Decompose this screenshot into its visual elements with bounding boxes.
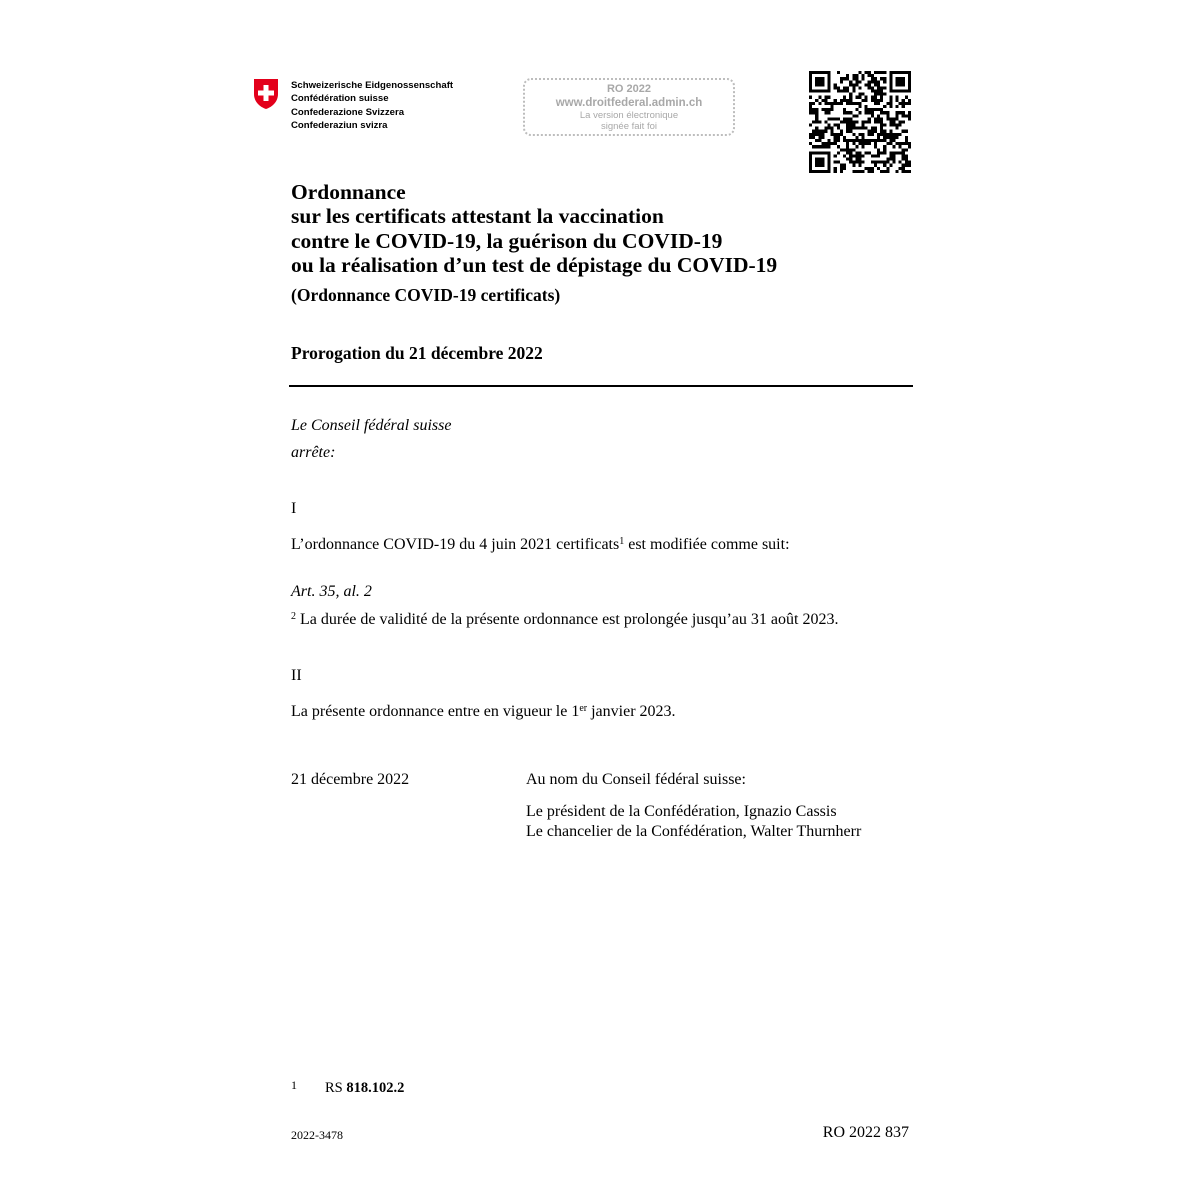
- signature-date: 21 décembre 2022: [291, 771, 410, 788]
- president-signature: Le président de la Confédération, Ignazio Cassis: [526, 803, 837, 820]
- short-title: (Ordonnance COVID-19 certificats): [291, 285, 561, 305]
- stamp-ro: RO 2022: [606, 83, 652, 95]
- entry-into-force: [291, 702, 676, 721]
- preamble-decree: arrête:: [291, 444, 336, 461]
- amendment-sentence: [291, 535, 790, 554]
- footnote-ref-1[interactable]: 1: [619, 536, 625, 547]
- paragraph-text: La durée de validité de la présente ordonnance est prolongée jusqu’au 31 août 2023.: [296, 611, 839, 628]
- footnote-text: [325, 1080, 404, 1097]
- org-name-de: Schweizerische Eidgenossenschaft: [291, 80, 454, 91]
- title-line-2: sur les certificats attestant la vaccination: [291, 204, 664, 229]
- stamp-url: www.droitfederal.admin.ch: [555, 97, 703, 109]
- chancellor-signature: Le chancelier de la Confédération, Walter Thurnherr: [526, 823, 862, 840]
- paragraph-number: 2: [291, 611, 296, 622]
- org-name-it: Confederazione Svizzera: [291, 106, 405, 118]
- entry-text-end: janvier 2023.: [587, 703, 676, 720]
- footnote-number: 1: [291, 1078, 297, 1092]
- ordinal-suffix: er: [579, 703, 588, 714]
- footnote-prefix: RS: [325, 1080, 347, 1096]
- document-number: 2022-3478: [291, 1128, 343, 1142]
- footnote-rs-link[interactable]: 818.102.2: [346, 1080, 405, 1096]
- amendment-text: L’ordonnance COVID-19 du 4 juin 2021 certificats: [291, 536, 620, 553]
- title-line-3: contre le COVID-19, la guérison du COVID-19: [291, 228, 723, 253]
- federal-org-names: [291, 79, 453, 132]
- preamble-authority: Le Conseil fédéral suisse: [291, 417, 452, 434]
- on-behalf-line: Au nom du Conseil fédéral suisse:: [526, 771, 746, 788]
- prorogation-heading: Prorogation du 21 décembre 2022: [291, 343, 543, 363]
- org-name-rm: Confederaziun svizra: [291, 119, 388, 131]
- entry-text: La présente ordonnance entre en vigueur le 1: [291, 703, 580, 720]
- qr-code-icon: [809, 71, 911, 173]
- official-compilation-ref: RO 2022 837: [822, 1124, 909, 1141]
- page-title: [291, 180, 777, 277]
- title-line-1: Ordonnance: [291, 180, 406, 204]
- electronic-version-stamp: [523, 78, 735, 136]
- amendment-text-end: est modifiée comme suit:: [624, 536, 790, 553]
- title-line-4: ou la réalisation d’un test de dépistage du COVID-19: [291, 252, 778, 277]
- section-heading-2: II: [291, 667, 302, 684]
- stamp-note-1: La version électronique: [579, 110, 679, 121]
- stamp-note-2: signée fait foi: [601, 121, 657, 132]
- section-heading-1: I: [291, 500, 297, 517]
- article-paragraph: [291, 610, 838, 629]
- article-reference: Art. 35, al. 2: [291, 583, 372, 600]
- swiss-cross-icon: [252, 78, 280, 110]
- org-name-fr: Confédération suisse: [291, 93, 389, 105]
- title-divider: [289, 385, 913, 387]
